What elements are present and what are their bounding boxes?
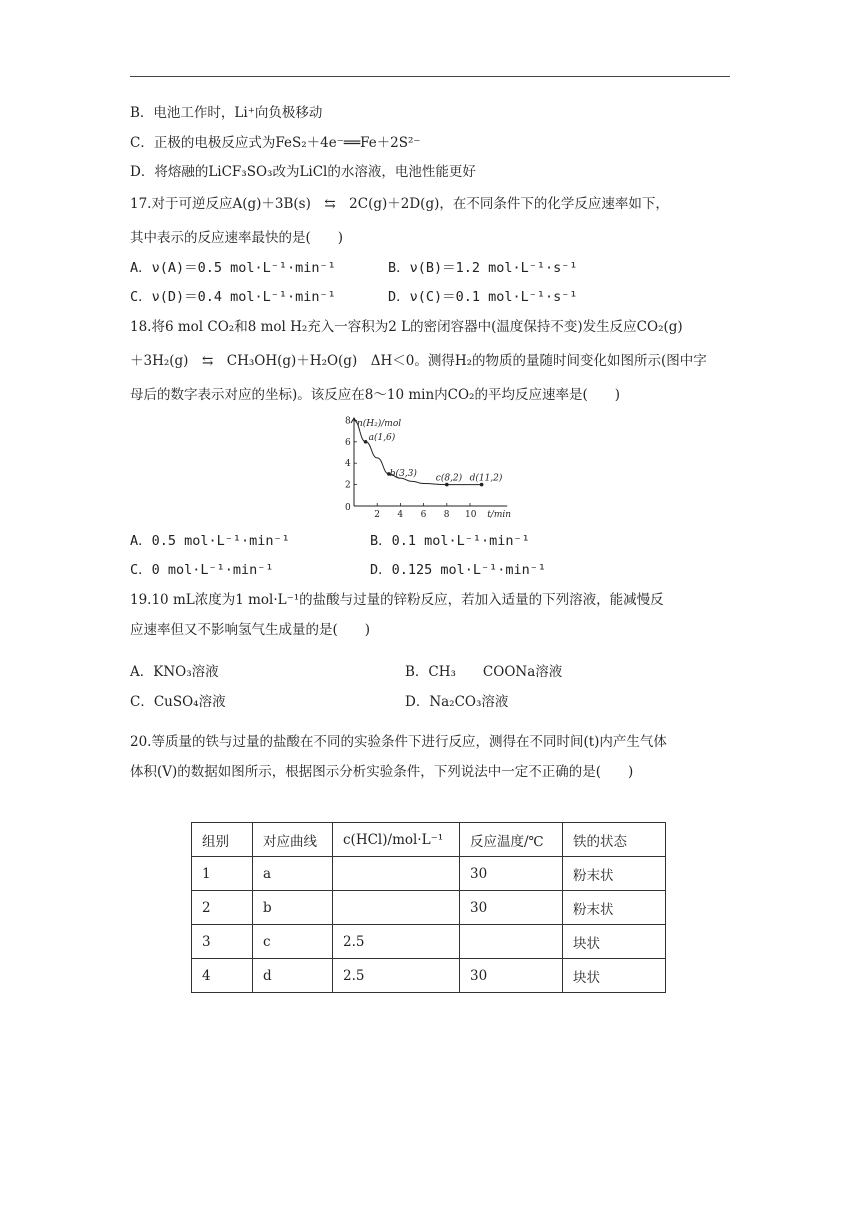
table-cell: 4 (192, 959, 253, 993)
q17-option-a: A．ν(A)＝0.5 mol·L⁻¹·min⁻¹ (130, 260, 336, 276)
header-cell: 铁的状态 (563, 823, 666, 857)
y-tick-label: 8 (345, 416, 351, 427)
q17-stem-line1: 17.对于可逆反应A(g)＋3B(s) ⇆ 2C(g)＋2D(g)，在不同条件下的化学反应速率如下， (130, 196, 669, 212)
table-cell: 1 (192, 857, 253, 891)
q19-option-c: C．CuSO₄溶液 (130, 694, 226, 710)
header-cell: c(HCl)/mol·L⁻¹ (333, 823, 460, 857)
header-cell: 反应温度/℃ (460, 823, 563, 857)
table-cell: 30 (460, 857, 563, 891)
header-cell: 对应曲线 (253, 823, 333, 857)
q16-option-d: D．将熔融的LiCF₃SO₃改为LiCl的水溶液，电池性能更好 (130, 164, 476, 180)
table-cell (333, 891, 460, 925)
data-label-c: c(8,2) (435, 473, 463, 484)
q16-option-c: C．正极的电极反应式为FeS₂＋4e⁻══Fe＋2S²⁻ (130, 135, 421, 151)
q20-stem-line1: 20.等质量的铁与过量的盐酸在不同的实验条件下进行反应，测得在不同时间(t)内产生气体 (130, 734, 667, 750)
y-axis-label: n(H₂)/mol (357, 419, 402, 429)
table-row (192, 959, 666, 993)
table-cell: 块状 (563, 959, 666, 993)
table-cell: 2.5 (333, 925, 460, 959)
q18-stem-line3: 母后的数字表示对应的坐标)。该反应在8～10 min内CO₂的平均反应速率是( ) (130, 387, 620, 403)
y-tick-label: 2 (345, 480, 351, 491)
data-label-a: a(1,6) (368, 432, 396, 443)
q19-option-d: D．Na₂CO₃溶液 (405, 694, 509, 710)
q20-stem-line2: 体积(V)的数据如图所示，根据图示分析实验条件，下列说法中一定不正确的是( ) (130, 764, 634, 780)
x-tick-label: 10 (465, 510, 477, 520)
y-tick-label: 6 (345, 437, 351, 448)
x-tick-label: 4 (397, 510, 404, 520)
table-cell: 2.5 (333, 959, 460, 993)
q17-option-b: B．ν(B)＝1.2 mol·L⁻¹·s⁻¹ (388, 260, 578, 276)
q19-stem-line1: 19.10 mL浓度为1 mol·L⁻¹的盐酸与过量的锌粉反应，若加入适量的下列溶液，能减慢反 (130, 592, 664, 608)
table-cell: 30 (460, 891, 563, 925)
data-label-d: d(11,2) (469, 473, 503, 484)
x-tick-label: 8 (443, 510, 450, 520)
table-row (192, 891, 666, 925)
q17-option-c: C．ν(D)＝0.4 mol·L⁻¹·min⁻¹ (130, 289, 336, 305)
table-cell: 粉末状 (563, 857, 666, 891)
h2-curve (354, 420, 482, 484)
q18-stem-line2: ＋3H₂(g) ⇆ CH₃OH(g)＋H₂O(g) ΔH＜0。测得H₂的物质的量随时间变化如图所示(图中字 (130, 353, 707, 369)
q19-option-b: B．CH₃ COONa溶液 (405, 664, 563, 680)
data-label-b: b(3,3) (389, 468, 417, 479)
table-cell: d (253, 959, 333, 993)
q18-stem-line1: 18.将6 mol CO₂和8 mol H₂充入一容积为2 L的密闭容器中(温度保持不变)发生反应CO₂(g) (130, 319, 683, 335)
q18-option-c: C．0 mol·L⁻¹·min⁻¹ (130, 562, 274, 578)
table-cell: 3 (192, 925, 253, 959)
x-tick-label: 6 (420, 510, 427, 520)
data-point-a (364, 440, 368, 444)
table-cell: 30 (460, 959, 563, 993)
x-axis-label: t/min (487, 510, 512, 520)
header-rule (130, 76, 730, 77)
origin-label: 0 (345, 503, 351, 513)
q17-option-d: D．ν(C)＝0.1 mol·L⁻¹·s⁻¹ (388, 289, 578, 305)
table-cell: 粉末状 (563, 891, 666, 925)
q17-stem-line2: 其中表示的反应速率最快的是( ) (130, 230, 344, 246)
q16-option-b: B．电池工作时，Li⁺向负极移动 (130, 105, 323, 121)
table-cell: c (253, 925, 333, 959)
table-cell: 块状 (563, 925, 666, 959)
y-tick-label: 4 (345, 459, 351, 470)
table-cell: 2 (192, 891, 253, 925)
table-cell: b (253, 891, 333, 925)
table-cell (333, 857, 460, 891)
q19-option-a: A．KNO₃溶液 (130, 664, 219, 680)
table-cell: a (253, 857, 333, 891)
q18-option-d: D．0.125 mol·L⁻¹·min⁻¹ (370, 562, 547, 578)
table-header-row (192, 823, 666, 857)
table-row (192, 857, 666, 891)
h2-amount-chart (330, 413, 520, 523)
q19-stem-line2: 应速率但又不影响氢气生成量的是( ) (130, 622, 371, 638)
header-cell: 组别 (192, 823, 253, 857)
table-row (192, 925, 666, 959)
q18-option-b: B．0.1 mol·L⁻¹·min⁻¹ (370, 533, 530, 549)
conditions-table (191, 822, 666, 993)
q18-option-a: A．0.5 mol·L⁻¹·min⁻¹ (130, 533, 290, 549)
x-tick-label: 2 (374, 510, 380, 520)
table-cell (460, 925, 563, 959)
